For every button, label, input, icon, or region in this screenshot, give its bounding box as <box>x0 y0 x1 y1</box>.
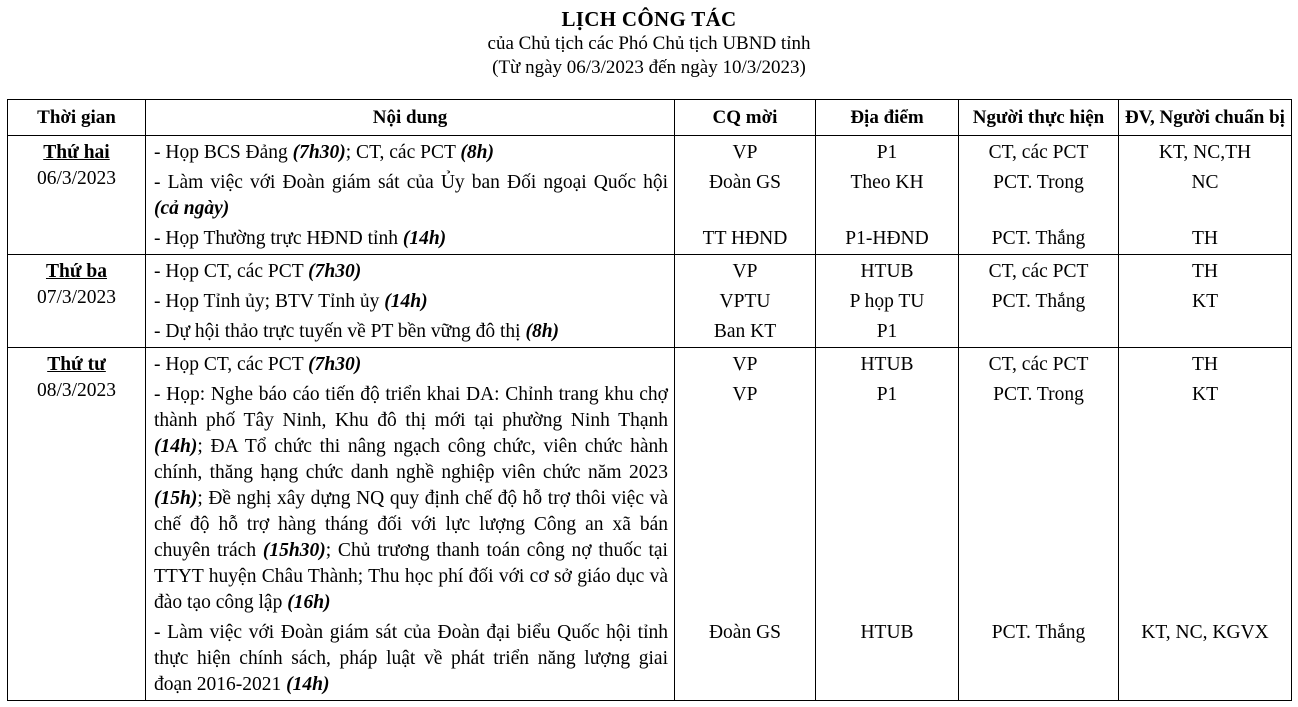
agenda-text: - Họp Tỉnh ủy; BTV Tỉnh ủy <box>154 291 385 312</box>
column-header-executor: Người thực hiện <box>959 100 1119 136</box>
agenda-text: - Họp CT, các PCT <box>154 261 309 282</box>
agenda-time: (7h30) <box>308 354 362 375</box>
executor-cell <box>959 136 1119 255</box>
agenda-time: (15h30) <box>262 540 326 561</box>
executor-value: CT, các PCT <box>988 354 1089 375</box>
day-name: Thứ ba <box>45 261 108 282</box>
schedule-header-row <box>8 100 1292 136</box>
content-cell <box>146 136 675 255</box>
preparer-value <box>1121 319 1289 345</box>
document-date-range: (Từ ngày 06/3/2023 đến ngày 10/3/2023) <box>492 57 806 78</box>
agenda-item <box>154 620 668 698</box>
day-cell <box>8 136 146 255</box>
day-row <box>8 136 1292 255</box>
inviting-agency-value: VP <box>732 384 758 405</box>
column-header-inviting-agency: CQ mời <box>675 100 816 136</box>
location-value: HTUB <box>860 261 914 282</box>
agenda-time: (16h) <box>287 592 331 613</box>
agenda-time: (14h) <box>402 228 447 249</box>
inviting-agency-value: Ban KT <box>713 321 777 342</box>
day-name: Thứ hai <box>43 142 110 163</box>
executor-value: CT, các PCT <box>988 261 1089 282</box>
inviting-agency-value: TT HĐND <box>702 228 788 249</box>
inviting-agency-value: VP <box>732 142 758 163</box>
agenda-text: - Làm việc với Đoàn giám sát của Ủy ban Đối ngoại Quốc hội <box>154 172 668 193</box>
agenda-time: (8h) <box>460 142 494 163</box>
agenda-text: - Họp CT, các PCT <box>154 354 309 375</box>
agenda-item <box>154 226 668 252</box>
agenda-time: (8h) <box>525 321 560 342</box>
column-header-location: Địa điểm <box>816 100 959 136</box>
preparer-value: KT, NC,TH <box>1158 142 1252 163</box>
location-cell <box>816 136 959 255</box>
preparer-value: KT <box>1192 384 1218 405</box>
location-cell <box>816 348 959 701</box>
agenda-item <box>154 170 668 222</box>
agenda-time: (7h30) <box>308 261 362 282</box>
inviting-agency-value: VPTU <box>719 291 771 312</box>
agenda-text: ; ĐA Tổ chức thi nâng ngạch công chức, viên chức hành chính, thăng hạng chức danh nghề nghiệp viên chức năm 2023 <box>154 436 668 483</box>
agenda-item <box>154 140 668 166</box>
location-value: P1 <box>876 384 898 405</box>
agenda-item <box>154 382 668 616</box>
executor-value: PCT. Thắng <box>991 228 1086 249</box>
content-cell <box>146 348 675 701</box>
document-subtitle: của Chủ tịch các Phó Chủ tịch UBND tỉnh <box>487 33 811 54</box>
location-value: P1 <box>876 321 898 342</box>
inviting-agency-cell <box>675 136 816 255</box>
day-row <box>8 348 1292 701</box>
day-cell <box>8 348 146 701</box>
inviting-agency-cell <box>675 348 816 701</box>
location-value: P1-HĐND <box>845 228 929 249</box>
content-cell <box>146 255 675 348</box>
inviting-agency-value: VP <box>732 354 758 375</box>
preparer-value: KT <box>1192 291 1218 312</box>
agenda-time: (15h) <box>154 488 198 509</box>
executor-value: CT, các PCT <box>988 142 1089 163</box>
day-date: 08/3/2023 <box>36 380 117 401</box>
executor-cell <box>959 348 1119 701</box>
day-name: Thứ tư <box>47 354 106 375</box>
agenda-time: (cả ngày) <box>154 198 230 219</box>
day-cell <box>8 255 146 348</box>
column-header-preparer: ĐV, Người chuẩn bị <box>1119 100 1292 136</box>
agenda-text: - Làm việc với Đoàn giám sát của Đoàn đại biểu Quốc hội tỉnh thực hiện chính sách, pháp luật về phát triển năng lượng giai đoạn 2016-2021 <box>154 622 668 695</box>
document-header <box>0 0 1298 80</box>
preparer-value: TH <box>1192 354 1218 375</box>
preparer-value: NC <box>1191 172 1219 193</box>
location-cell <box>816 255 959 348</box>
executor-value: PCT. Thắng <box>991 622 1086 643</box>
agenda-item <box>154 259 668 285</box>
location-value: HTUB <box>860 622 914 643</box>
executor-value: PCT. Thắng <box>991 291 1086 312</box>
agenda-text: - Dự hội thảo trực tuyến về PT bền vững đô thị <box>154 321 526 342</box>
location-value: HTUB <box>860 354 914 375</box>
location-value: P họp TU <box>849 291 925 312</box>
preparer-value: KT, NC, KGVX <box>1141 622 1269 643</box>
agenda-item <box>154 319 668 345</box>
agenda-item <box>154 352 668 378</box>
agenda-time: (14h) <box>384 291 428 312</box>
location-value: P1 <box>876 142 898 163</box>
inviting-agency-value: Đoàn GS <box>708 172 782 193</box>
preparer-cell <box>1119 136 1292 255</box>
preparer-cell <box>1119 255 1292 348</box>
inviting-agency-value: Đoàn GS <box>708 622 782 643</box>
agenda-time: (7h30) <box>292 142 346 163</box>
agenda-text: - Họp BCS Đảng <box>154 142 293 163</box>
schedule-table <box>7 99 1292 701</box>
preparer-value: TH <box>1192 261 1218 282</box>
agenda-text: - Họp: Nghe báo cáo tiến độ triển khai DA: Chỉnh trang khu chợ thành phố Tây Ninh, Khu đô thị mới tại phường Ninh Thạnh <box>154 384 668 431</box>
column-header-content: Nội dung <box>146 100 675 136</box>
executor-value: PCT. Trong <box>993 172 1084 193</box>
agenda-text: ; Đề nghị xây dựng NQ quy định chế độ hỗ trợ thôi việc và chế độ hỗ trợ hàng tháng đối với lực lượng Công an xã bán chuyên trách <box>154 488 668 561</box>
column-header-time: Thời gian <box>8 100 146 136</box>
executor-value: PCT. Trong <box>993 384 1084 405</box>
agenda-text: - Họp Thường trực HĐND tỉnh <box>154 228 403 249</box>
day-date: 06/3/2023 <box>36 168 117 189</box>
executor-cell <box>959 255 1119 348</box>
preparer-value: TH <box>1192 228 1218 249</box>
location-value: Theo KH <box>850 172 924 193</box>
executor-value <box>961 319 1116 345</box>
agenda-text: ; Chủ trương thanh toán công nợ thuốc tại TTYT huyện Châu Thành; Thu học phí đối với cơ sở giáo dục và đào tạo công lập <box>154 540 668 613</box>
preparer-cell <box>1119 348 1292 701</box>
agenda-text: ; CT, các PCT <box>345 142 461 163</box>
schedule-body <box>8 136 1292 701</box>
inviting-agency-cell <box>675 255 816 348</box>
document-title: LỊCH CÔNG TÁC <box>561 7 737 31</box>
day-date: 07/3/2023 <box>36 287 117 308</box>
inviting-agency-value: VP <box>732 261 758 282</box>
agenda-time: (14h) <box>154 436 198 457</box>
agenda-time: (14h) <box>286 674 330 695</box>
day-row <box>8 255 1292 348</box>
agenda-item <box>154 289 668 315</box>
